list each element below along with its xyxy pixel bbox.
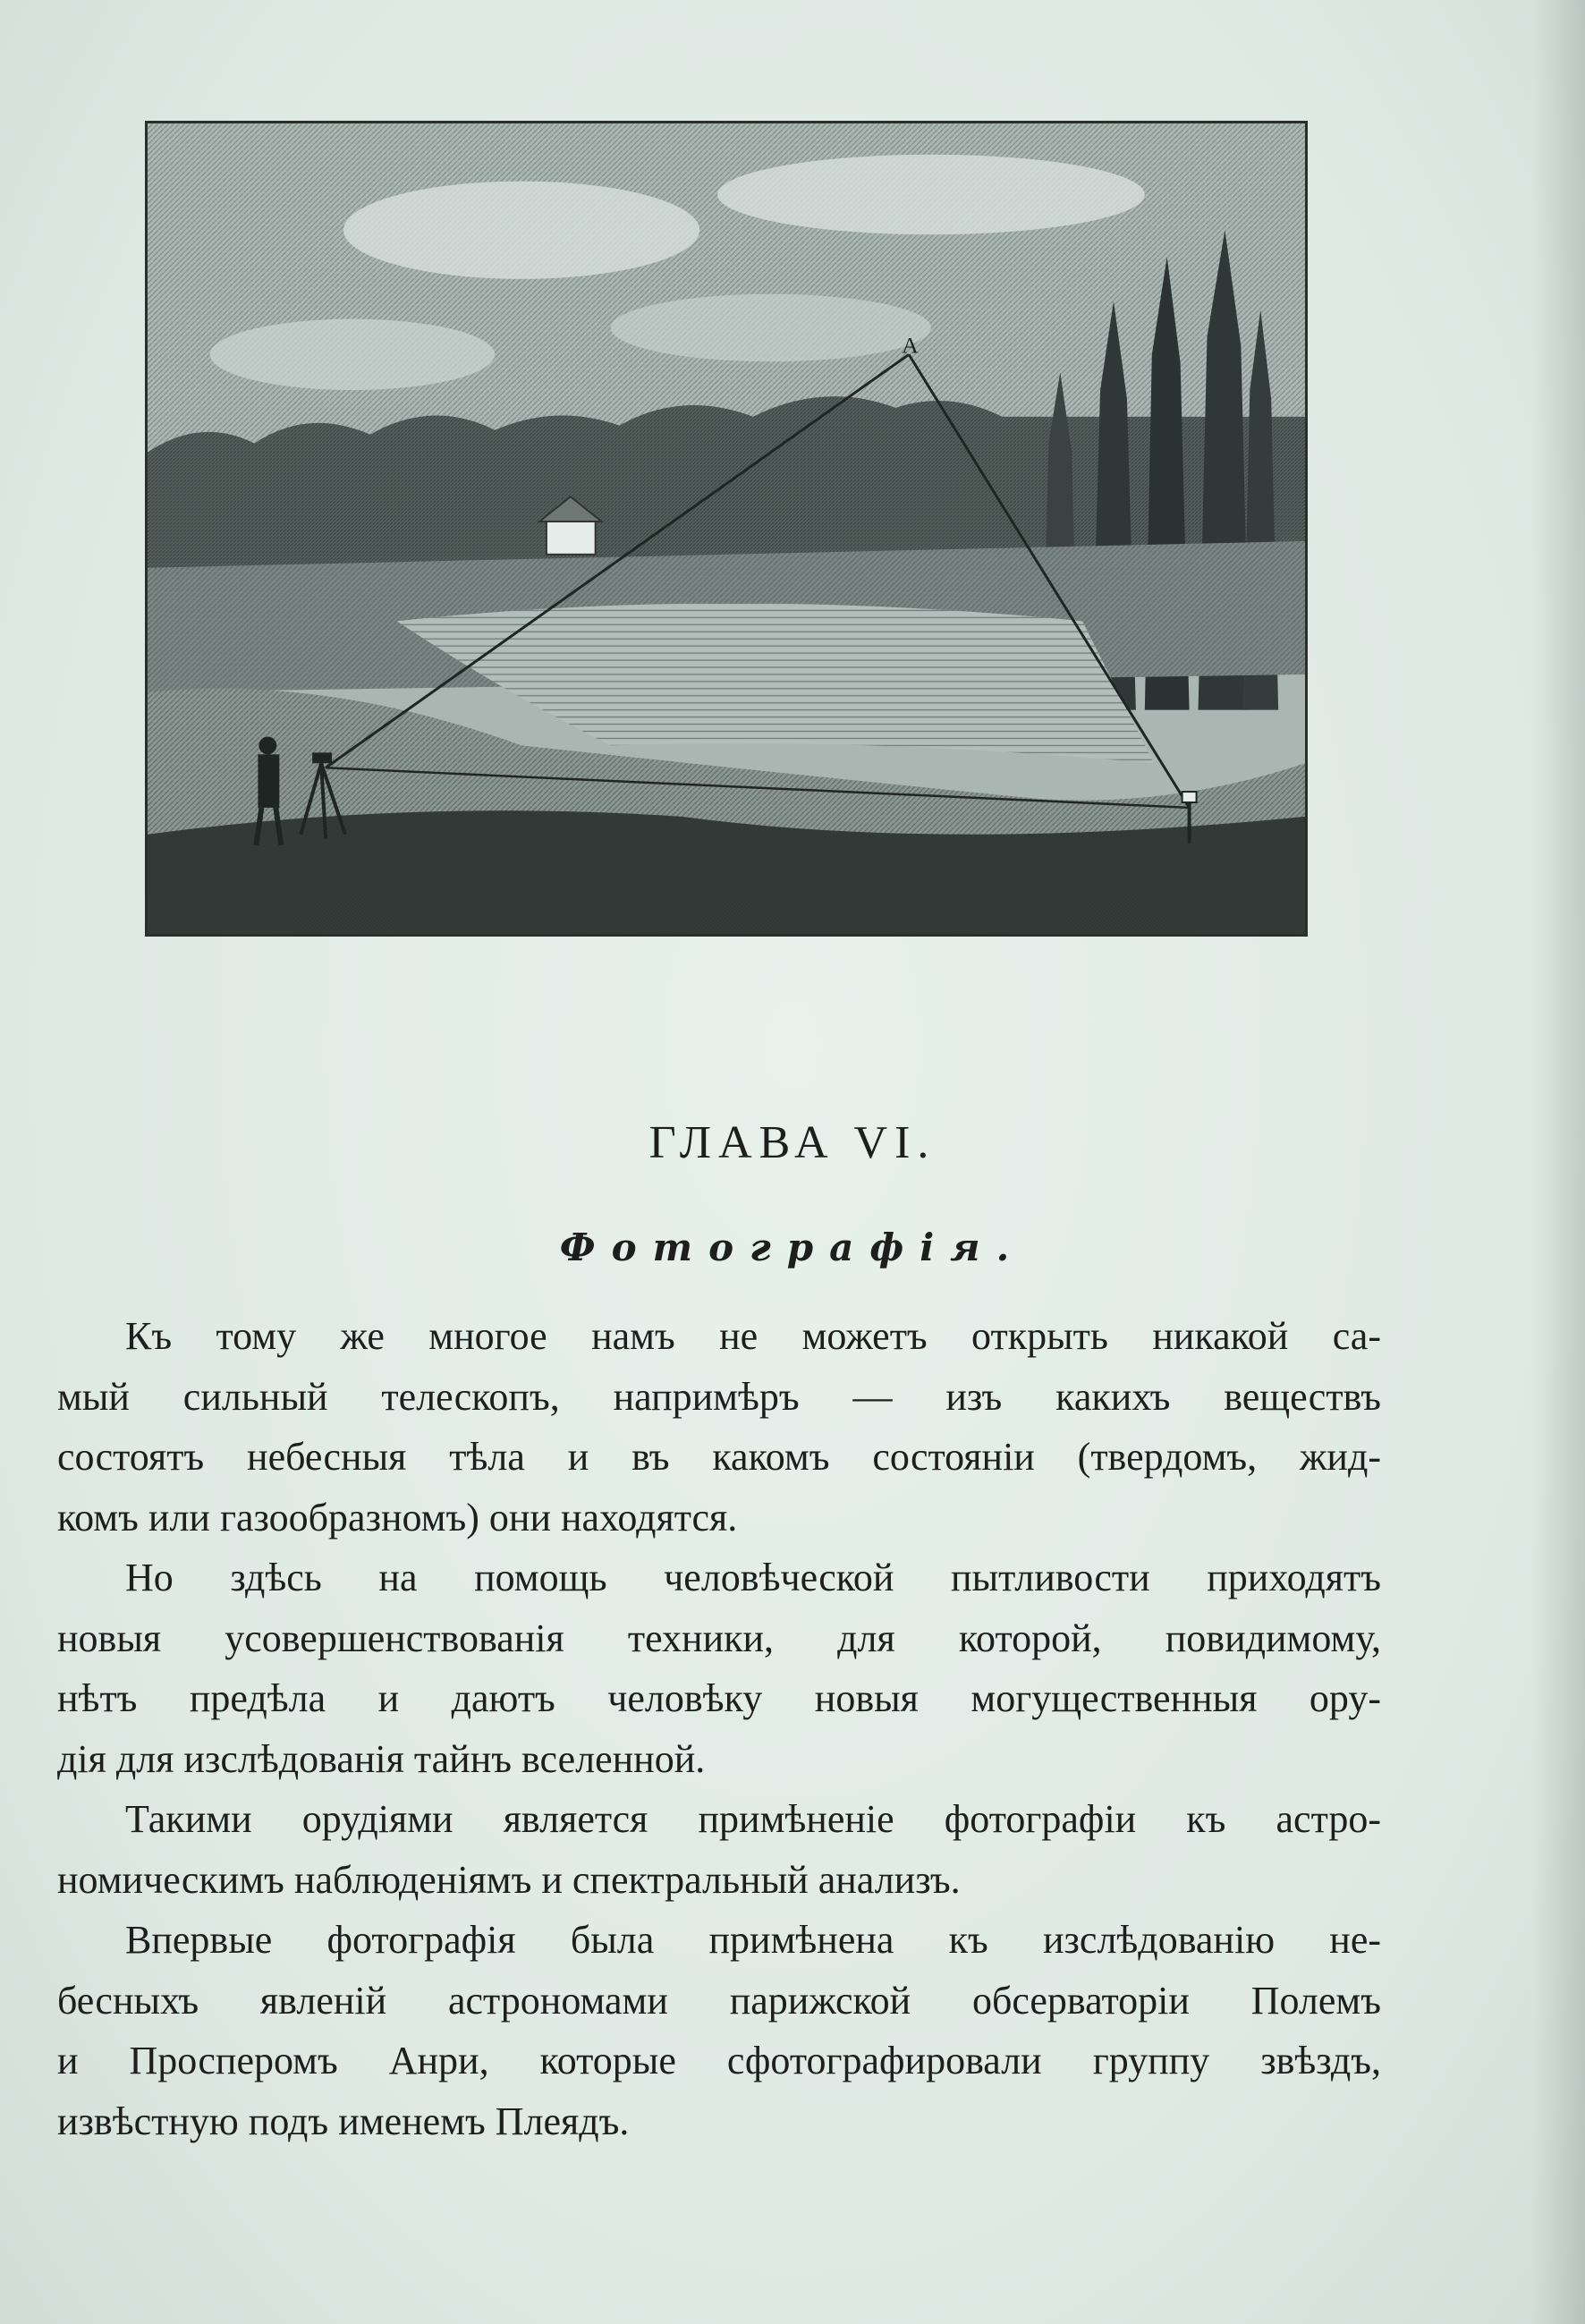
text-line: новыя усовершенствованія техники, для которой, повидимому, <box>57 1616 1381 1660</box>
text-line: бесныхъ явленій астрономами парижской обсерваторіи Полемъ <box>57 1978 1381 2023</box>
point-a-label: A <box>902 332 919 359</box>
text-line: комъ или газообразномъ) они находятся. <box>57 1495 738 1539</box>
text-line: извѣстную подъ именемъ Плеядъ. <box>57 2099 630 2143</box>
text-line: Такими орудіями является примѣненіе фотографіи къ астро- <box>125 1797 1381 1841</box>
text-line: Къ тому же многое намъ не можетъ открыть никакой са- <box>125 1314 1381 1358</box>
paragraph <box>57 1548 1381 1789</box>
text-line: нѣтъ предѣла и даютъ человѣку новыя могущественныя ору- <box>57 1676 1381 1720</box>
paragraph <box>57 1789 1381 1910</box>
chapter-subtitle: Фотографія. <box>559 1226 1026 1269</box>
chapter-heading: ГЛАВА VI. <box>648 1117 937 1168</box>
text-line: номическимъ наблюденіямъ и спектральный анализъ. <box>57 1857 961 1902</box>
text-line: и Просперомъ Анри, которые сфотографировали группу звѣздъ, <box>57 2039 1381 2082</box>
landscape-engraving-illustration <box>145 121 1308 937</box>
body-text <box>57 1306 1381 2151</box>
page-edge-shadow <box>1531 0 1585 2324</box>
text-line: Но здѣсь на помощь человѣческой пытливости приходятъ <box>125 1556 1381 1599</box>
text-line: состоятъ небесныя тѣла и въ какомъ состояніи (твердомъ, жид- <box>57 1435 1381 1479</box>
text-line: Впервые фотографія была примѣнена къ изслѣдованію не- <box>125 1918 1381 1962</box>
paragraph <box>57 1910 1381 2151</box>
text-line: мый сильный телескопъ, напримѣръ — изъ какихъ веществъ <box>57 1374 1381 1419</box>
text-line: дія для изслѣдованія тайнъ вселенной. <box>57 1736 706 1781</box>
landscape-triangulation-engraving-icon <box>148 123 1305 934</box>
paragraph <box>57 1306 1381 1548</box>
